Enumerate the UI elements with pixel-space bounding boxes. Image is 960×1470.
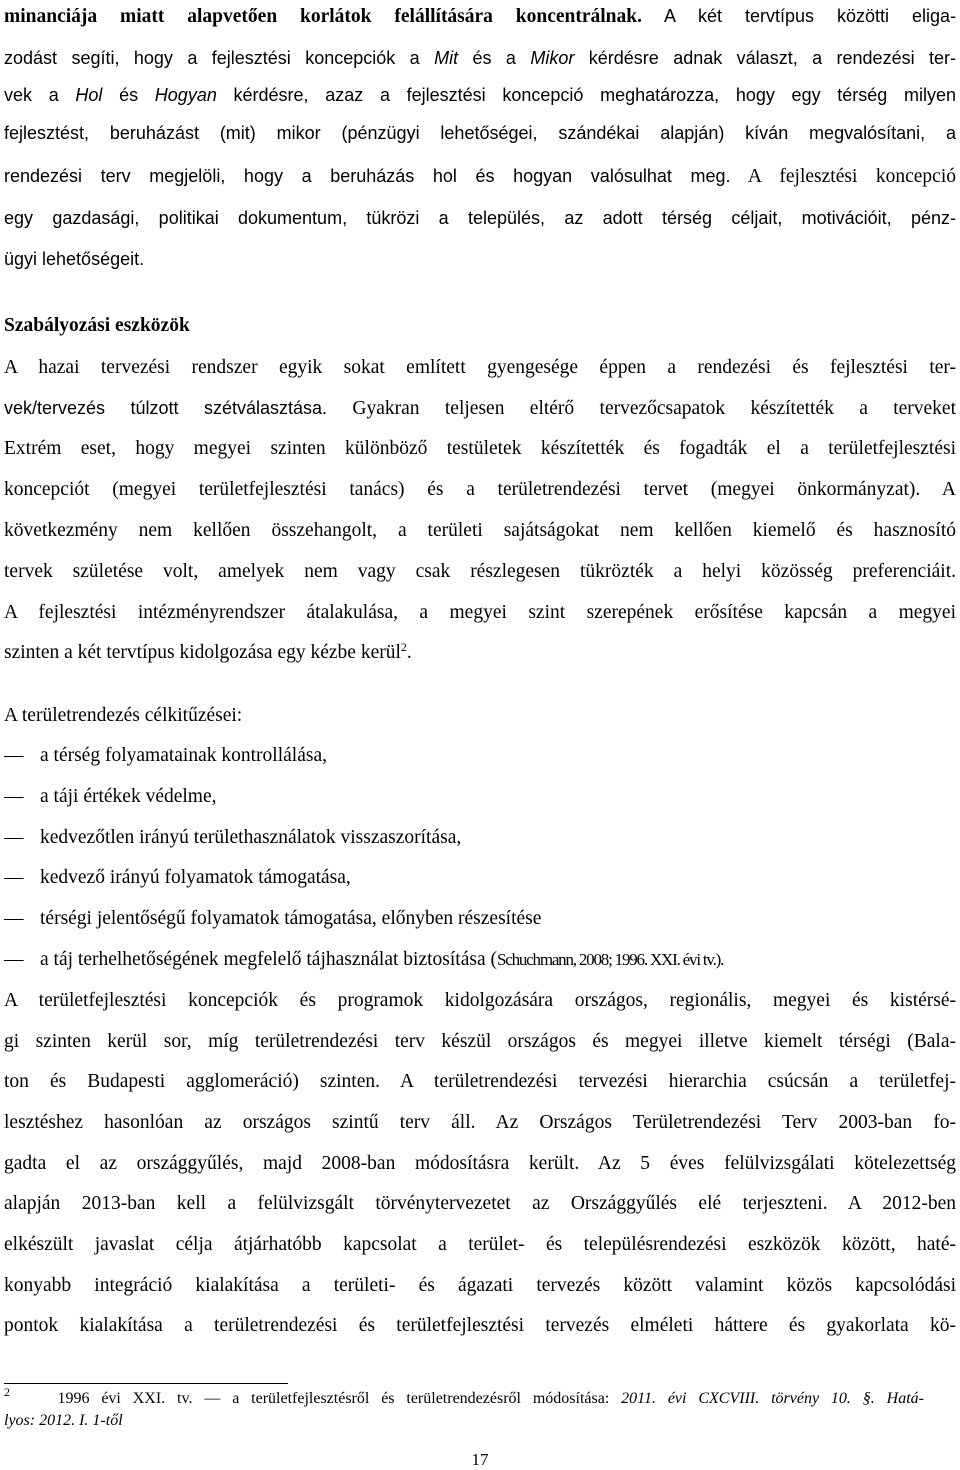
p2-line-6: tervek születése volt, amelyek nem vagy csak részlegesen tükrözték a helyi közösség preferenciáit. bbox=[4, 561, 956, 582]
p2-line-4: koncepciót (megyei területfejlesztési tanács) és a területrendezési tervet (megyei önkormányzat). A bbox=[4, 479, 956, 500]
goals-title: A területrendezés célkitűzései: bbox=[4, 705, 243, 726]
page-number: 17 bbox=[471, 1450, 489, 1469]
footnote-ref[interactable]: 2 bbox=[400, 640, 407, 654]
footnote-line-2: lyos: 2012. I. 1-től bbox=[4, 1412, 123, 1429]
p3-line-3: ton és Budapesti agglomeráció) szinten. A területrendezési tervezési hierarchia csúcsán a területfej- bbox=[4, 1071, 956, 1092]
p3-line-2: gi szinten kerül sor, míg területrendezési terv készül országos és megyei illetve kiemelt térségi (Bala- bbox=[4, 1031, 956, 1052]
p1-line-7: ügyi lehetőségeit. bbox=[4, 249, 145, 269]
bullet-dash: — bbox=[4, 827, 24, 848]
bullet-dash: — bbox=[4, 949, 24, 970]
p2-line-8: szinten a két tervtípus kidolgozása egy kézbe kerül$^2$. bbox=[4, 640, 412, 663]
bullet-dash: — bbox=[4, 867, 24, 888]
p3-line-6: alapján 2013-ban kell a felülvizsgált törvénytervezetet az Országgyűlés elé terjeszteni. A 2012-ben bbox=[4, 1193, 956, 1214]
p1-bold-text: minanciája miatt alapvetően korlátok felállítására koncentrálnak. bbox=[4, 6, 643, 27]
p2-line-5: következmény nem kellően összehangolt, a területi sajátságokat nem kellően kiemelő és hasznosító bbox=[4, 520, 956, 541]
p1-line-6: egy gazdasági, politikai dokumentum, tükrözi a település, az adott térség céljait, motivációit, pénz- bbox=[4, 208, 956, 228]
p1-line-2: zodást segíti, hogy a fejlesztési koncepciók a Mit és a Mikor kérdésre adnak választ, a rendezési ter- bbox=[4, 48, 956, 68]
p1-line-3: vek a Hol és Hogyan kérdésre, azaz a fejlesztési koncepció meghatározza, hogy egy térség milyen bbox=[4, 85, 956, 105]
p3-line-5: gadta el az országgyűlés, majd 2008-ban módosításra került. Az 5 éves felülvizsgálati kötelezettség bbox=[4, 1153, 956, 1174]
footnote-number: 2 bbox=[4, 1385, 10, 1399]
bullet-dash: — bbox=[4, 786, 24, 807]
section-heading: Szabályozási eszközök bbox=[4, 315, 190, 336]
p2-line-2: vek/tervezés túlzott szétválasztása. Gyakran teljesen eltérő tervezőcsapatok készítették a terveket bbox=[4, 398, 956, 419]
p2-line-7: A fejlesztési intézményrendszer átalakulása, a megyei szint szerepének erősítése kapcsán a megyei bbox=[4, 602, 956, 623]
bullet-dash: — bbox=[4, 745, 24, 766]
p1-line-4: fejlesztést, beruházást (mit) mikor (pénzügyi lehetőségei, szándékai alapján) kíván megvalósítani, a bbox=[4, 123, 956, 143]
footnote-rule bbox=[4, 1383, 288, 1384]
bullet-dash: — bbox=[4, 908, 24, 929]
p2-line-1: A hazai tervezési rendszer egyik sokat említett gyengesége éppen a rendezési és fejlesztési ter- bbox=[4, 357, 956, 378]
footnote: $^2$ 1996 évi XXI. tv. — a területfejlesztésről és területrendezésről módosítása: 2011. évi CXCVIII. törvény 10. §. Hatá- bbox=[4, 1385, 924, 1407]
p1-line-5: rendezési terv megjelöli, hogy a beruházás hol és hogyan valósulhat meg. A fejlesztési koncepció bbox=[4, 166, 956, 187]
p3-line-4: lesztéshez hasonlóan az országos szintű terv áll. Az Országos Területrendezési Terv 2003-ban fo- bbox=[4, 1112, 956, 1133]
p2-line-3: Extrém eset, hogy megyei szinten különböző testületek készítették és fogadták el a területfejlesztési bbox=[4, 438, 956, 459]
p1-line-1: minanciája miatt alapvetően korlátok felállítására koncentrálnak. A két tervtípus közötti eliga- bbox=[4, 6, 956, 27]
citation: Schuchmann, 2008; 1996. XXI. évi tv.). bbox=[496, 950, 724, 969]
p3-line-8: konyabb integráció kialakítása a területi- és ágazati tervezés között valamint közös kapcsolódási bbox=[4, 1275, 956, 1296]
p3-line-7: elkészült javaslat célja átjárhatóbb kapcsolat a terület- és településrendezési eszközök között, haté- bbox=[4, 1234, 956, 1255]
p3-line-9: pontok kialakítása a területrendezési és területfejlesztési tervezés elméleti háttere és gyakorlata kö- bbox=[4, 1315, 956, 1336]
p3-line-1: A területfejlesztési koncepciók és programok kidolgozására országos, regionális, megyei és kistérsé- bbox=[4, 990, 956, 1011]
